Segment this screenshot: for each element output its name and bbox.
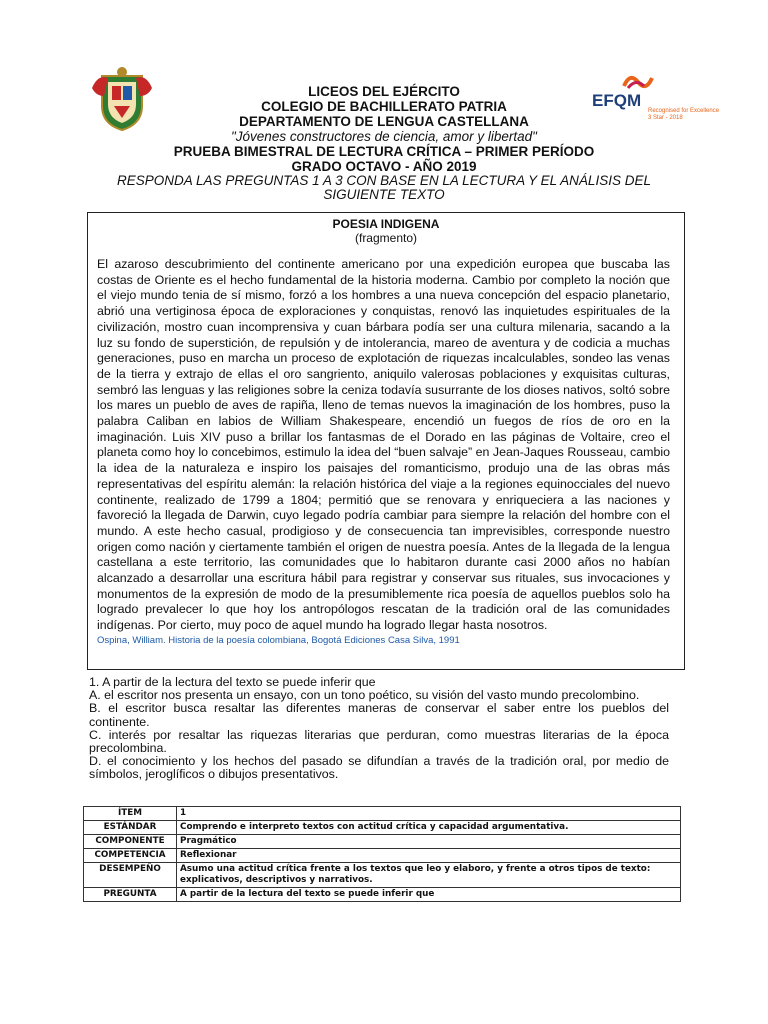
option-d: D. el conocimiento y los hechos del pasado se difundían a través de la tradición oral, por medio de símbolos, jeroglíficos o dibujos presentativos. — [89, 754, 669, 782]
row-value: Comprendo e interpreto textos con actitud crítica y capacidad argumentativa. — [177, 821, 681, 835]
reading-subtitle: (fragmento) — [354, 231, 418, 245]
item-spec-table — [83, 806, 681, 902]
table-row — [84, 849, 681, 863]
row-value: A partir de la lectura del texto se puede inferir que — [177, 888, 681, 902]
row-key: COMPONENTE — [84, 835, 177, 849]
table-row — [84, 807, 681, 821]
table-row — [84, 888, 681, 902]
reading-citation: Ospina, William. Historia de la poesía colombiana, Bogotá Ediciones Casa Silva, 1991 — [97, 634, 460, 646]
header-exam-title: PRUEBA BIMESTRAL DE LECTURA CRÍTICA – PRIMER PERÍODO — [173, 144, 595, 159]
table-row — [84, 821, 681, 835]
row-key: DESEMPEÑO — [84, 863, 177, 888]
row-value: Reflexionar — [177, 849, 681, 863]
header-line-departamento: DEPARTAMENTO DE LENGUA CASTELLANA — [239, 114, 529, 129]
reading-title: POESIA INDIGENA — [332, 217, 440, 231]
question-block — [89, 676, 669, 782]
header-grade-year: GRADO OCTAVO - AÑO 2019 — [291, 159, 477, 174]
efqm-brand-text: EFQM — [592, 91, 642, 110]
table-row — [84, 863, 681, 888]
option-b: B. el escritor busca resaltar las diferentes maneras de conservar el saber entre los pueblos del continente. — [89, 701, 669, 729]
header-line-liceos: LICEOS DEL EJÉRCITO — [308, 84, 460, 99]
header-motto: "Jóvenes constructores de ciencia, amor y libertad" — [231, 129, 537, 144]
row-value: 1 — [177, 807, 681, 821]
reading-instruction: RESPONDA LAS PREGUNTAS 1 A 3 CON BASE EN LA LECTURA Y EL ANÁLISIS DEL SIGUIENTE TEXTO — [117, 173, 651, 202]
efqm-recognised-text: Recognised for Excellence — [648, 108, 720, 114]
header-line-colegio: COLEGIO DE BACHILLERATO PATRIA — [261, 99, 507, 114]
efqm-star-text: 3 Star - 2018 — [648, 115, 683, 121]
table-row — [84, 835, 681, 849]
row-key: PREGUNTA — [84, 888, 177, 902]
option-c: C. interés por resaltar las riquezas literarias que perduran, como muestras literarias de la época precolombina. — [89, 727, 669, 756]
row-value: Pragmático — [177, 835, 681, 849]
row-value: Asumo una actitud crítica frente a los textos que leo y elaboro, y frente a otros tipos de texto: explicativos, descriptivos y narrativos. — [177, 863, 681, 888]
reading-body: El azaroso descubrimiento del continente americano por una expedición europea que buscaba las costas de Oriente es el hecho fundamental de la historia moderna. Cambio por completo la noción que el viejo mundo tenia de sí mismo, forzó a los hombres a una nueva concepción del espacio planetario, abrió una vertiginosa época de exploraciones y conquistas, renovó las inquietudes espirituales de la civilización, mostro cuan incomprensiva y cuan bárbara podía ser una cultura milenaria, sacando a la luz su fondo de superstición, de repulsión y de intolerancia, mareo de aventura y de codicia a muchas generaciones, puso en marcha un proceso de explotación de riquezas incalculables, sondeo las venas de la tierra y extrajo de ellas el oro sangriento, aniquilo valerosas poblaciones y exquisitas culturas, sembró las lenguas y las religiones sobre la ceniza todavía susurrante de los dioses nativos, soltó sobre los mares un pueblo de aves de rapiña, lleno de temas nuevos la imaginación de los hombres, puso la palabra Caliban en labios de William Shakespeare, encendió un fuegos de ríos de oro en la imaginación. Luis XIV puso a brillar los fantasmas de el Dorado en las páginas de Voltaire, creo el planeta como hoy lo concebimos, estimulo la idea del “buen salvaje” en Jean-Jaques Rousseau, cambio la idea de la naturaleza e inspiro los paisajes del romanticismo, produjo una de las obras más representativas del espíritu alemán: la relación histórica del viaje a la regiones equinocciales del nuevo continente, realizado de 1799 a 1804; permitió que se renovara y enriqueciera a las naciones y favoreció la llegada de Darwin, cuyo legado podría cambiar para siempre la relación del hombre con el mundo. A este hecho casual, prodigioso y de consecuencia tan imprevisibles, corresponde nuestro origen como nación y ciertamente también el origen de nuestra poesía. Antes de la llegada de la lengua castellana a este territorio, las comunidades que lo habitaron durante casi 2000 años no habían alcanzado a desarrollar una escritura hábil para registrar y conservar sus rituales, sus invocaciones y monumentos de la expresión de modo de la presumiblemente rica poesía de aquellos pueblos solo ha logrado prevalecer lo que hoy los antropólogos rescatan de la tradición oral de las comunidades indígenas. Por cierto, muy poco de aquel mundo ha logrado llegar hasta nosotros. — [97, 257, 670, 633]
row-key: ÍTEM — [84, 807, 177, 821]
option-a: A. el escritor nos presenta un ensayo, con un tono poético, su visión del vasto mundo precolombino. — [89, 688, 640, 703]
question-stem: 1. A partir de la lectura del texto se puede inferir que — [89, 675, 376, 689]
row-key: COMPETENCIA — [84, 849, 177, 863]
row-key: ESTÁNDAR — [84, 821, 177, 835]
reading-box — [87, 212, 685, 670]
